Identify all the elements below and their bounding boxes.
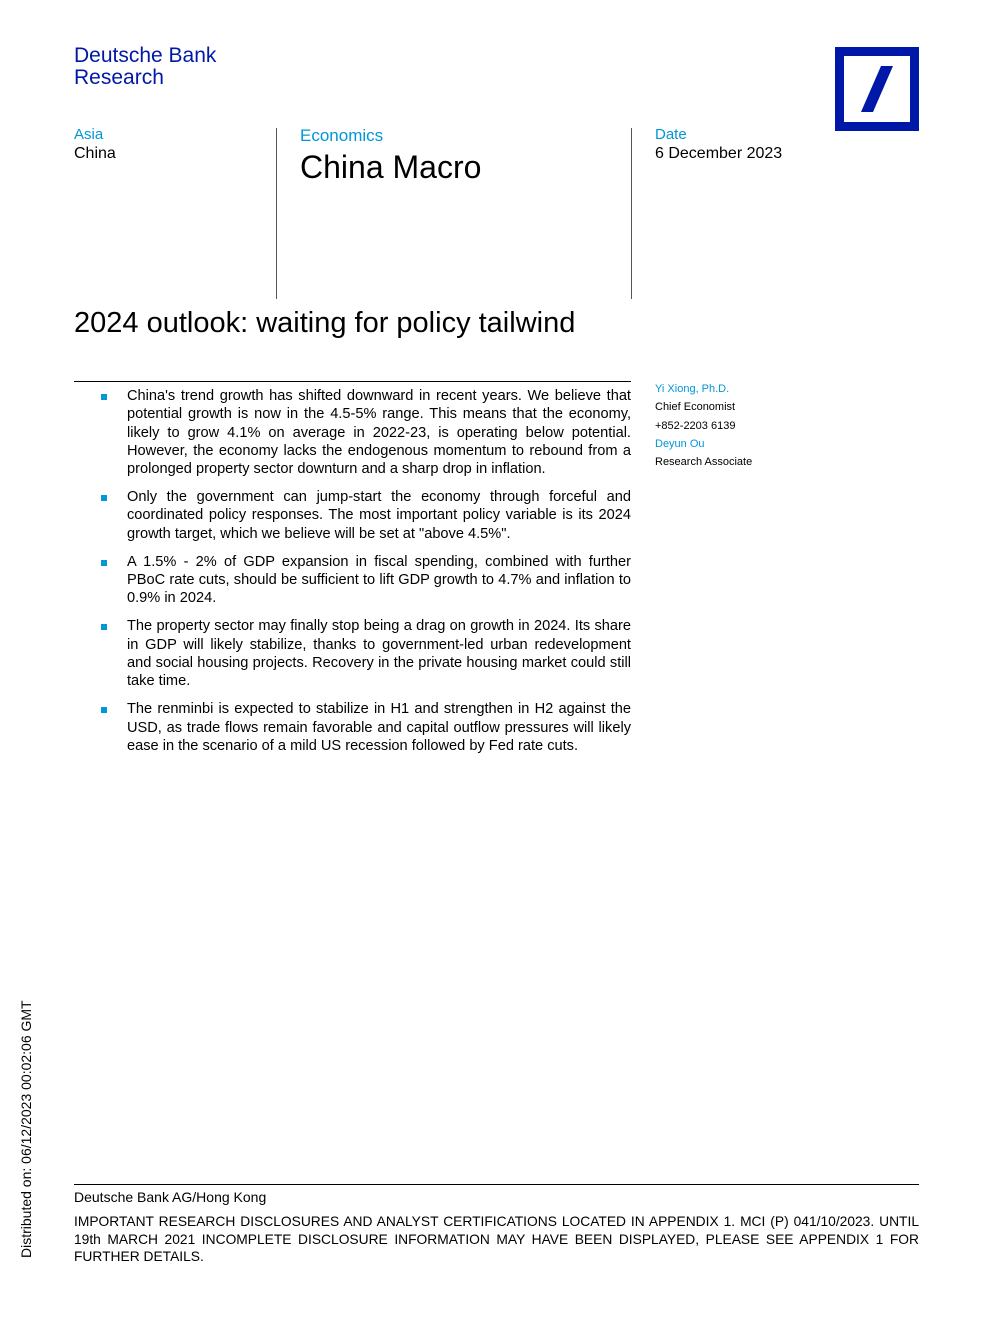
footer-entity: Deutsche Bank AG/Hong Kong: [74, 1189, 267, 1205]
category-label: Economics: [300, 126, 384, 145]
report-headline: 2024 outlook: waiting for policy tailwind: [74, 307, 576, 339]
bullet-icon: [101, 495, 107, 501]
bullet-text: China's trend growth has shifted downward in recent years. We believe that potential growth is now in the 4.5-5% range. This means that the economy, likely to grow 4.1% on average in 2022-23, is operating below potential. However, the economy lacks the endogenous momentum to rebound from a prolonged property sector downturn and a sharp drop in inflation.: [127, 388, 631, 478]
analyst-role: Research Associate: [655, 456, 753, 469]
brand-line-1: Deutsche Bank: [74, 44, 217, 67]
date-value: 6 December 2023: [655, 145, 783, 162]
region-label: Asia: [74, 126, 104, 143]
analyst-name[interactable]: Deyun Ou: [655, 437, 705, 450]
column-divider: [276, 128, 277, 299]
list-item: [74, 553, 631, 608]
list-item: [74, 488, 631, 543]
date-block: [655, 126, 782, 163]
bullet-text: Only the government can jump-start the economy through forceful and coordinated policy responses. The most important policy variable is its 2024 growth target, which we believe will be set at "above 4.5%".: [127, 489, 631, 542]
bullet-text: A 1.5% - 2% of GDP expansion in fiscal spending, combined with further PBoC rate cuts, should be sufficient to lift GDP growth to 4.7% and inflation to 0.9% in 2024.: [127, 553, 631, 607]
analyst-contacts: [655, 380, 752, 471]
list-item: [74, 700, 631, 755]
summary-rule: [74, 381, 631, 382]
column-divider: [631, 128, 632, 299]
list-item: [74, 387, 631, 478]
deutsche-bank-logo-icon: [835, 47, 919, 131]
bullet-icon: [101, 560, 107, 566]
bullet-text: The renminbi is expected to stabilize in H1 and strengthen in H2 against the USD, as trade flows remain favorable and capital outflow pressures will likely ease in the scenario of a mild US recession followed by Fed rate cuts.: [127, 701, 631, 754]
brand-name: [74, 45, 216, 89]
bullet-icon: [101, 707, 107, 713]
bullet-icon: [101, 624, 107, 630]
key-points-list: [74, 387, 631, 765]
region-value: China: [74, 145, 116, 162]
analyst-name[interactable]: Yi Xiong, Ph.D.: [655, 383, 730, 395]
date-label: Date: [655, 126, 687, 143]
list-item: [74, 617, 631, 690]
category-block: [300, 126, 481, 185]
footer-rule: [74, 1184, 919, 1185]
distribution-stamp: Distributed on: 06/12/2023 00:02:06 GMT: [18, 1000, 34, 1258]
footer-disclosure: IMPORTANT RESEARCH DISCLOSURES AND ANALYST CERTIFICATIONS LOCATED IN APPENDIX 1. MCI (P) 041/10/2023. UNTIL 19th MARCH 2021 INCOMPLETE DISCLOSURE INFORMATION MAY HAVE BEEN DISPLAYED, PLEASE SEE APPENDIX 1 FOR FURTHER DETAILS.: [74, 1214, 919, 1264]
series-title: China Macro: [300, 149, 482, 185]
bullet-icon: [101, 394, 107, 400]
analyst-role: Chief Economist: [655, 401, 736, 414]
bullet-text: The property sector may finally stop being a drag on growth in 2024. Its share in GDP will likely stabilize, thanks to government-led urban redevelopment and social housing projects. Recovery in the private housing market could still take time.: [127, 618, 631, 690]
analyst-phone: +852-2203 6139: [655, 419, 736, 432]
region-block: [74, 126, 116, 163]
brand-line-2: Research: [74, 66, 164, 89]
